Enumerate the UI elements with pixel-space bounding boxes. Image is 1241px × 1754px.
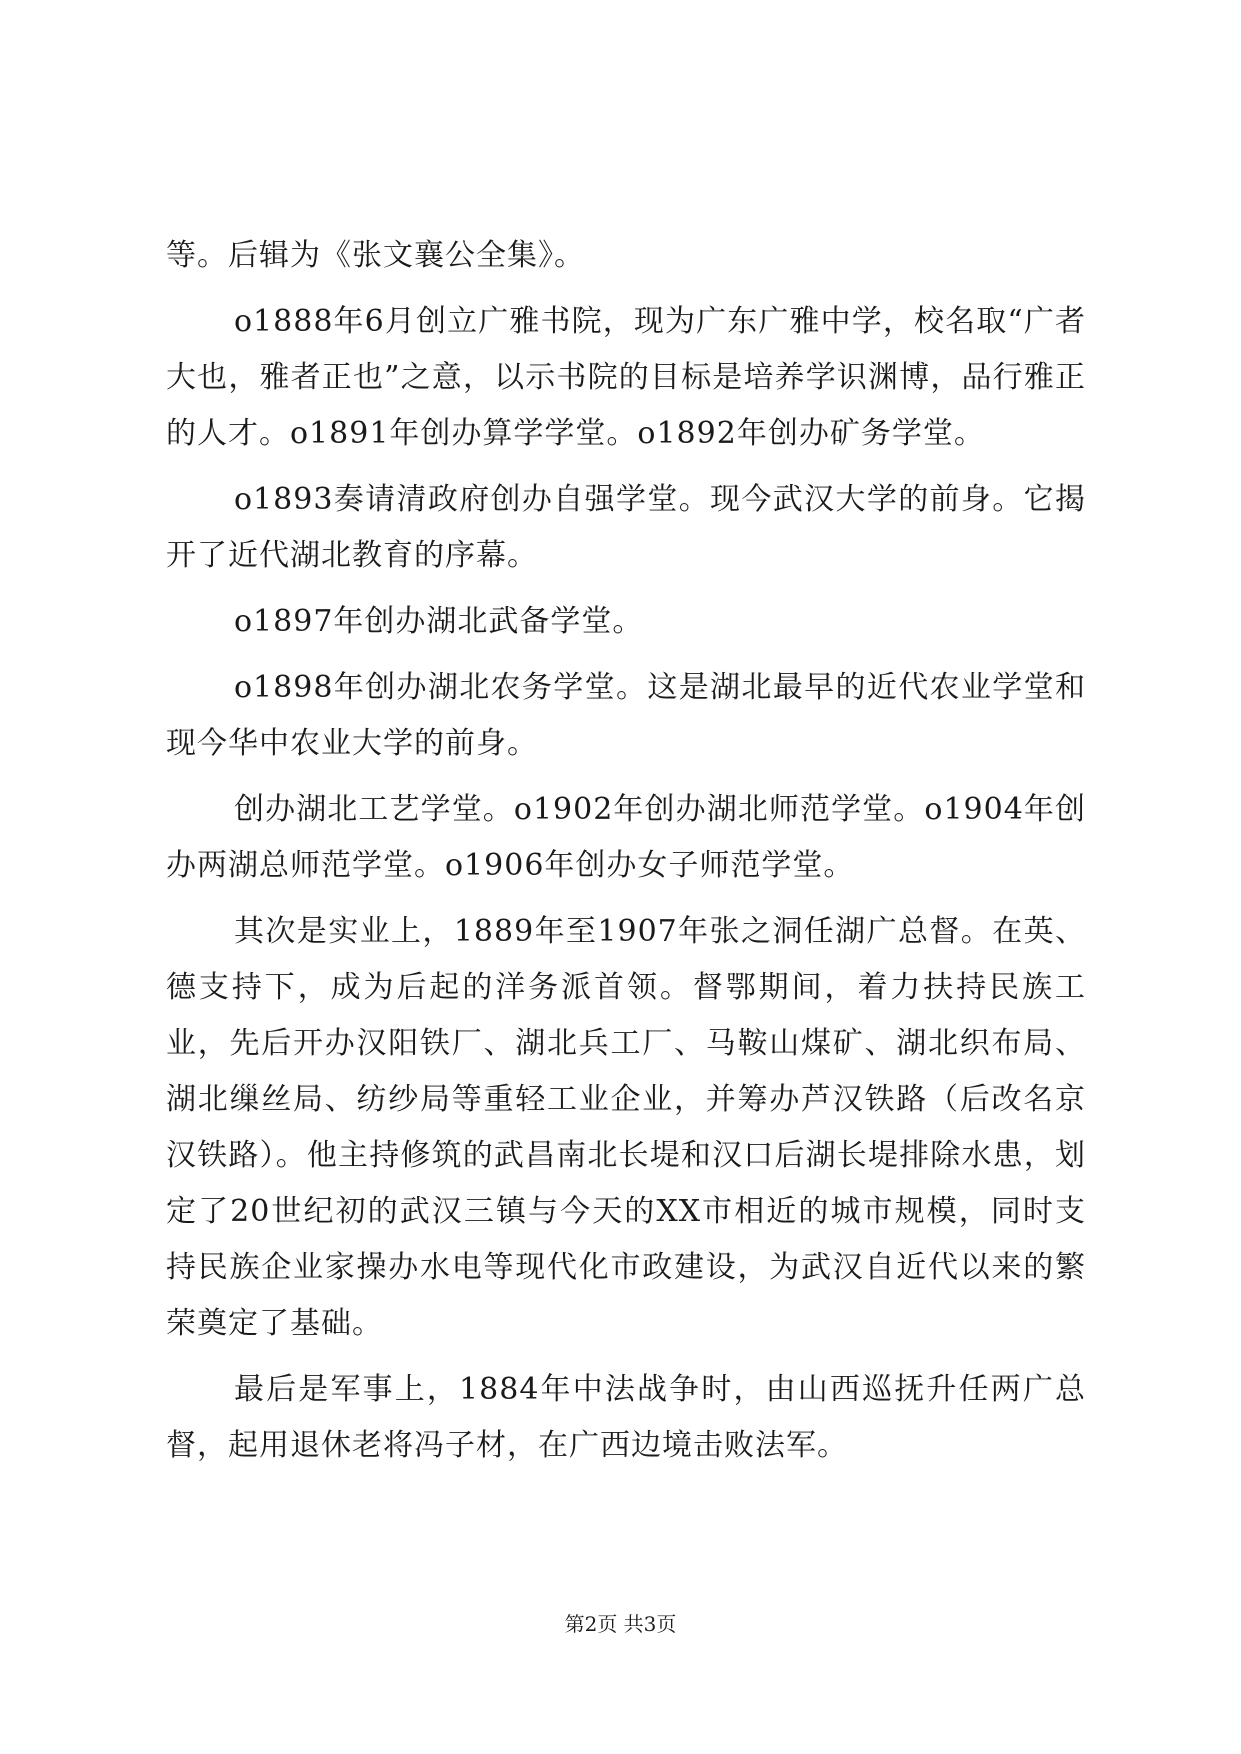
paragraph-6: 创办湖北工艺学堂。o1902年创办湖北师范学堂。o1904年创办两湖总师范学堂。o1906年创办女子师范学堂。 (166, 792, 1086, 883)
paragraph-8: 最后是军事上，1884年中法战争时，由山西巡抚升任两广总督，起用退休老将冯子材，在广西边境击败法军。 (166, 1372, 1086, 1463)
document-body (166, 228, 1086, 1474)
paragraph-3: o1893奏请清政府创办自强学堂。现今武汉大学的前身。它揭开了近代湖北教育的序幕。 (166, 482, 1086, 573)
page-number-footer: 第2页 共3页 (564, 1612, 677, 1636)
paragraph-1: 等。后辑为《张文襄公全集》。 (166, 238, 585, 273)
paragraph-7: 其次是实业上，1889年至1907年张之洞任湖广总督。在英、德支持下，成为后起的洋务派首领。督鄂期间，着力扶持民族工业，先后开办汉阳铁厂、湖北兵工厂、马鞍山煤矿、湖北织布局、湖北缫丝局、纺纱局等重轻工业企业，并筹办芦汉铁路（后改名京汉铁路）。他主持修筑的武昌南北长堤和汉口后湖长堤排除水患，划定了20世纪初的武汉三镇与今天的XX市相近的城市规模，同时支持民族企业家操办水电等现代化市政建设，为武汉自近代以来的繁荣奠定了基础。 (166, 914, 1086, 1341)
paragraph-4: o1897年创办湖北武备学堂。 (234, 604, 644, 639)
paragraph-5: o1898年创办湖北农务学堂。这是湖北最早的近代农业学堂和现今华中农业大学的前身。 (166, 670, 1086, 761)
paragraph-2: o1888年6月创立广雅书院，现为广东广雅中学，校名取“广者大也，雅者正也”之意，以示书院的目标是培养学识渊博，品行雅正的人才。o1891年创办算学学堂。o1892年创办矿务学堂。 (166, 304, 1086, 451)
